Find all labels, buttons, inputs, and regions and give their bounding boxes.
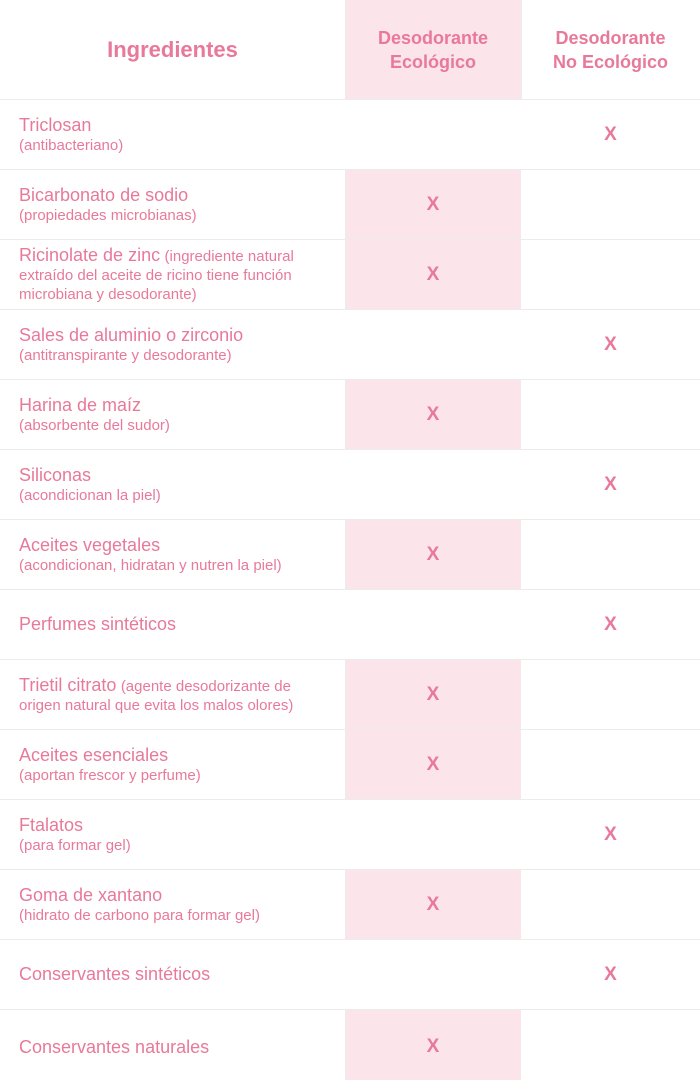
x-mark-icon: X <box>426 753 440 775</box>
table-row <box>0 730 700 800</box>
ingredient-name-line <box>19 325 345 346</box>
eco-cell <box>345 100 521 169</box>
ingredient-cell <box>0 730 345 799</box>
header-eco-line1: Desodorante <box>377 27 489 48</box>
x-mark-icon: X <box>426 1036 440 1057</box>
ingredient-name: Conservantes naturales <box>19 1036 210 1057</box>
eco-cell <box>345 310 521 379</box>
ingredient-cell <box>0 170 345 239</box>
eco-cell <box>345 170 521 239</box>
x-mark-icon: X <box>426 683 440 705</box>
ingredient-name-line <box>19 115 345 136</box>
eco-cell <box>345 660 521 729</box>
ingredient-name-line <box>19 885 345 906</box>
ingredient-inline-note: (agente desodorizante de <box>120 677 291 695</box>
noeco-cell <box>521 100 700 169</box>
noeco-cell <box>521 240 700 309</box>
noeco-cell <box>521 380 700 449</box>
ingredient-note: (propiedades microbianas) <box>19 206 197 224</box>
ingredient-name-line <box>19 745 345 766</box>
x-mark-icon: X <box>426 193 440 215</box>
table-row <box>0 870 700 940</box>
ingredient-cell <box>0 450 345 519</box>
table-header <box>0 0 700 100</box>
table-row <box>0 170 700 240</box>
ingredient-name-line <box>19 614 345 635</box>
ingredient-name-line <box>19 465 345 486</box>
header-noeco-deodorant <box>521 0 700 99</box>
ingredient-cell <box>0 590 345 659</box>
eco-cell <box>345 870 521 939</box>
eco-cell <box>345 800 521 869</box>
header-noeco-line2: No Ecológico <box>552 51 668 72</box>
noeco-cell <box>521 870 700 939</box>
eco-cell <box>345 520 521 589</box>
ingredient-name: Conservantes sintéticos <box>19 964 211 984</box>
x-mark-icon: X <box>604 963 617 985</box>
noeco-cell <box>521 520 700 589</box>
ingredient-cell <box>0 310 345 379</box>
ingredient-note: (aportan frescor y perfume) <box>19 766 201 784</box>
ingredient-cell <box>0 800 345 869</box>
ingredient-name: Ftalatos <box>19 814 84 835</box>
noeco-cell <box>521 660 700 729</box>
ingredient-name-line <box>19 675 345 696</box>
eco-cell <box>345 940 521 1009</box>
x-mark-icon: X <box>604 123 617 145</box>
ingredient-note: (acondicionan, hidratan y nutren la piel) <box>19 556 282 574</box>
ingredient-name-line <box>19 1037 345 1058</box>
ingredient-name: Goma de xantano <box>19 884 163 905</box>
table-body <box>0 100 700 1084</box>
table-row <box>0 1010 700 1084</box>
ingredient-inline-note: (ingrediente natural <box>164 248 294 265</box>
eco-cell <box>345 730 521 799</box>
ingredient-name: Siliconas <box>19 464 92 485</box>
ingredient-name: Aceites esenciales <box>19 744 169 765</box>
eco-cell <box>345 450 521 519</box>
table-row <box>0 800 700 870</box>
ingredient-note: origen natural que evita los malos olores) <box>19 696 294 714</box>
ingredient-name: Perfumes sintéticos <box>19 614 177 634</box>
noeco-cell <box>521 310 700 379</box>
header-noeco-line1: Desodorante <box>555 27 666 48</box>
ingredient-note: (antibacteriano) <box>19 136 124 154</box>
ingredient-name: Bicarbonato de sodio <box>19 184 189 205</box>
ingredient-name: Sales de aluminio o zirconio <box>19 324 244 345</box>
ingredient-note: (antitranspirante y desodorante) <box>19 346 232 364</box>
x-mark-icon: X <box>604 473 617 495</box>
header-ingredientes: Ingredientes <box>107 36 238 62</box>
x-mark-icon: X <box>604 823 617 845</box>
eco-cell <box>345 1010 521 1084</box>
table-row <box>0 240 700 310</box>
ingredient-name: Trietil citrato <box>19 674 117 695</box>
ingredient-cell <box>0 380 345 449</box>
eco-cell <box>345 590 521 659</box>
x-mark-icon: X <box>426 263 440 285</box>
ingredient-name: Triclosan <box>19 114 92 135</box>
noeco-cell <box>521 1010 700 1084</box>
ingredient-name: Harina de maíz <box>19 394 142 415</box>
x-mark-icon: X <box>426 543 440 565</box>
x-mark-icon: X <box>604 333 617 355</box>
ingredient-name-line <box>19 964 345 985</box>
table-row <box>0 520 700 590</box>
header-eco-deodorant <box>345 0 521 99</box>
ingredient-cell <box>0 1010 345 1084</box>
ingredient-note: extraído del aceite de ricino tiene función microbiana y desodorante) <box>19 267 292 303</box>
ingredient-name-line <box>19 535 345 556</box>
ingredient-name-line <box>19 185 345 206</box>
ingredient-cell <box>0 240 345 309</box>
ingredient-note: (para formar gel) <box>19 836 131 854</box>
ingredient-name-line <box>19 395 345 416</box>
ingredient-name: Ricinolate de zinc <box>19 245 161 265</box>
table-row <box>0 940 700 1010</box>
ingredient-cell <box>0 520 345 589</box>
noeco-cell <box>521 730 700 799</box>
ingredient-note: (hidrato de carbono para formar gel) <box>19 906 260 924</box>
x-mark-icon: X <box>426 403 440 425</box>
noeco-cell <box>521 940 700 1009</box>
ingredient-cell <box>0 100 345 169</box>
eco-cell <box>345 240 521 309</box>
noeco-cell <box>521 170 700 239</box>
header-eco-line2: Ecológico <box>389 51 476 72</box>
table-row <box>0 450 700 520</box>
noeco-cell <box>521 800 700 869</box>
table-row <box>0 380 700 450</box>
ingredient-name-line <box>19 815 345 836</box>
ingredient-note: (acondicionan la piel) <box>19 486 161 504</box>
ingredient-cell <box>0 870 345 939</box>
ingredient-name: Aceites vegetales <box>19 534 161 555</box>
eco-cell <box>345 380 521 449</box>
ingredient-cell <box>0 660 345 729</box>
x-mark-icon: X <box>426 893 440 915</box>
noeco-cell <box>521 590 700 659</box>
ingredient-name-line <box>19 245 345 266</box>
noeco-cell <box>521 450 700 519</box>
ingredient-note: (absorbente del sudor) <box>19 416 170 434</box>
table-row <box>0 590 700 660</box>
ingredient-cell <box>0 940 345 1009</box>
table-row <box>0 100 700 170</box>
table-row <box>0 660 700 730</box>
x-mark-icon: X <box>604 613 617 635</box>
table-row <box>0 310 700 380</box>
